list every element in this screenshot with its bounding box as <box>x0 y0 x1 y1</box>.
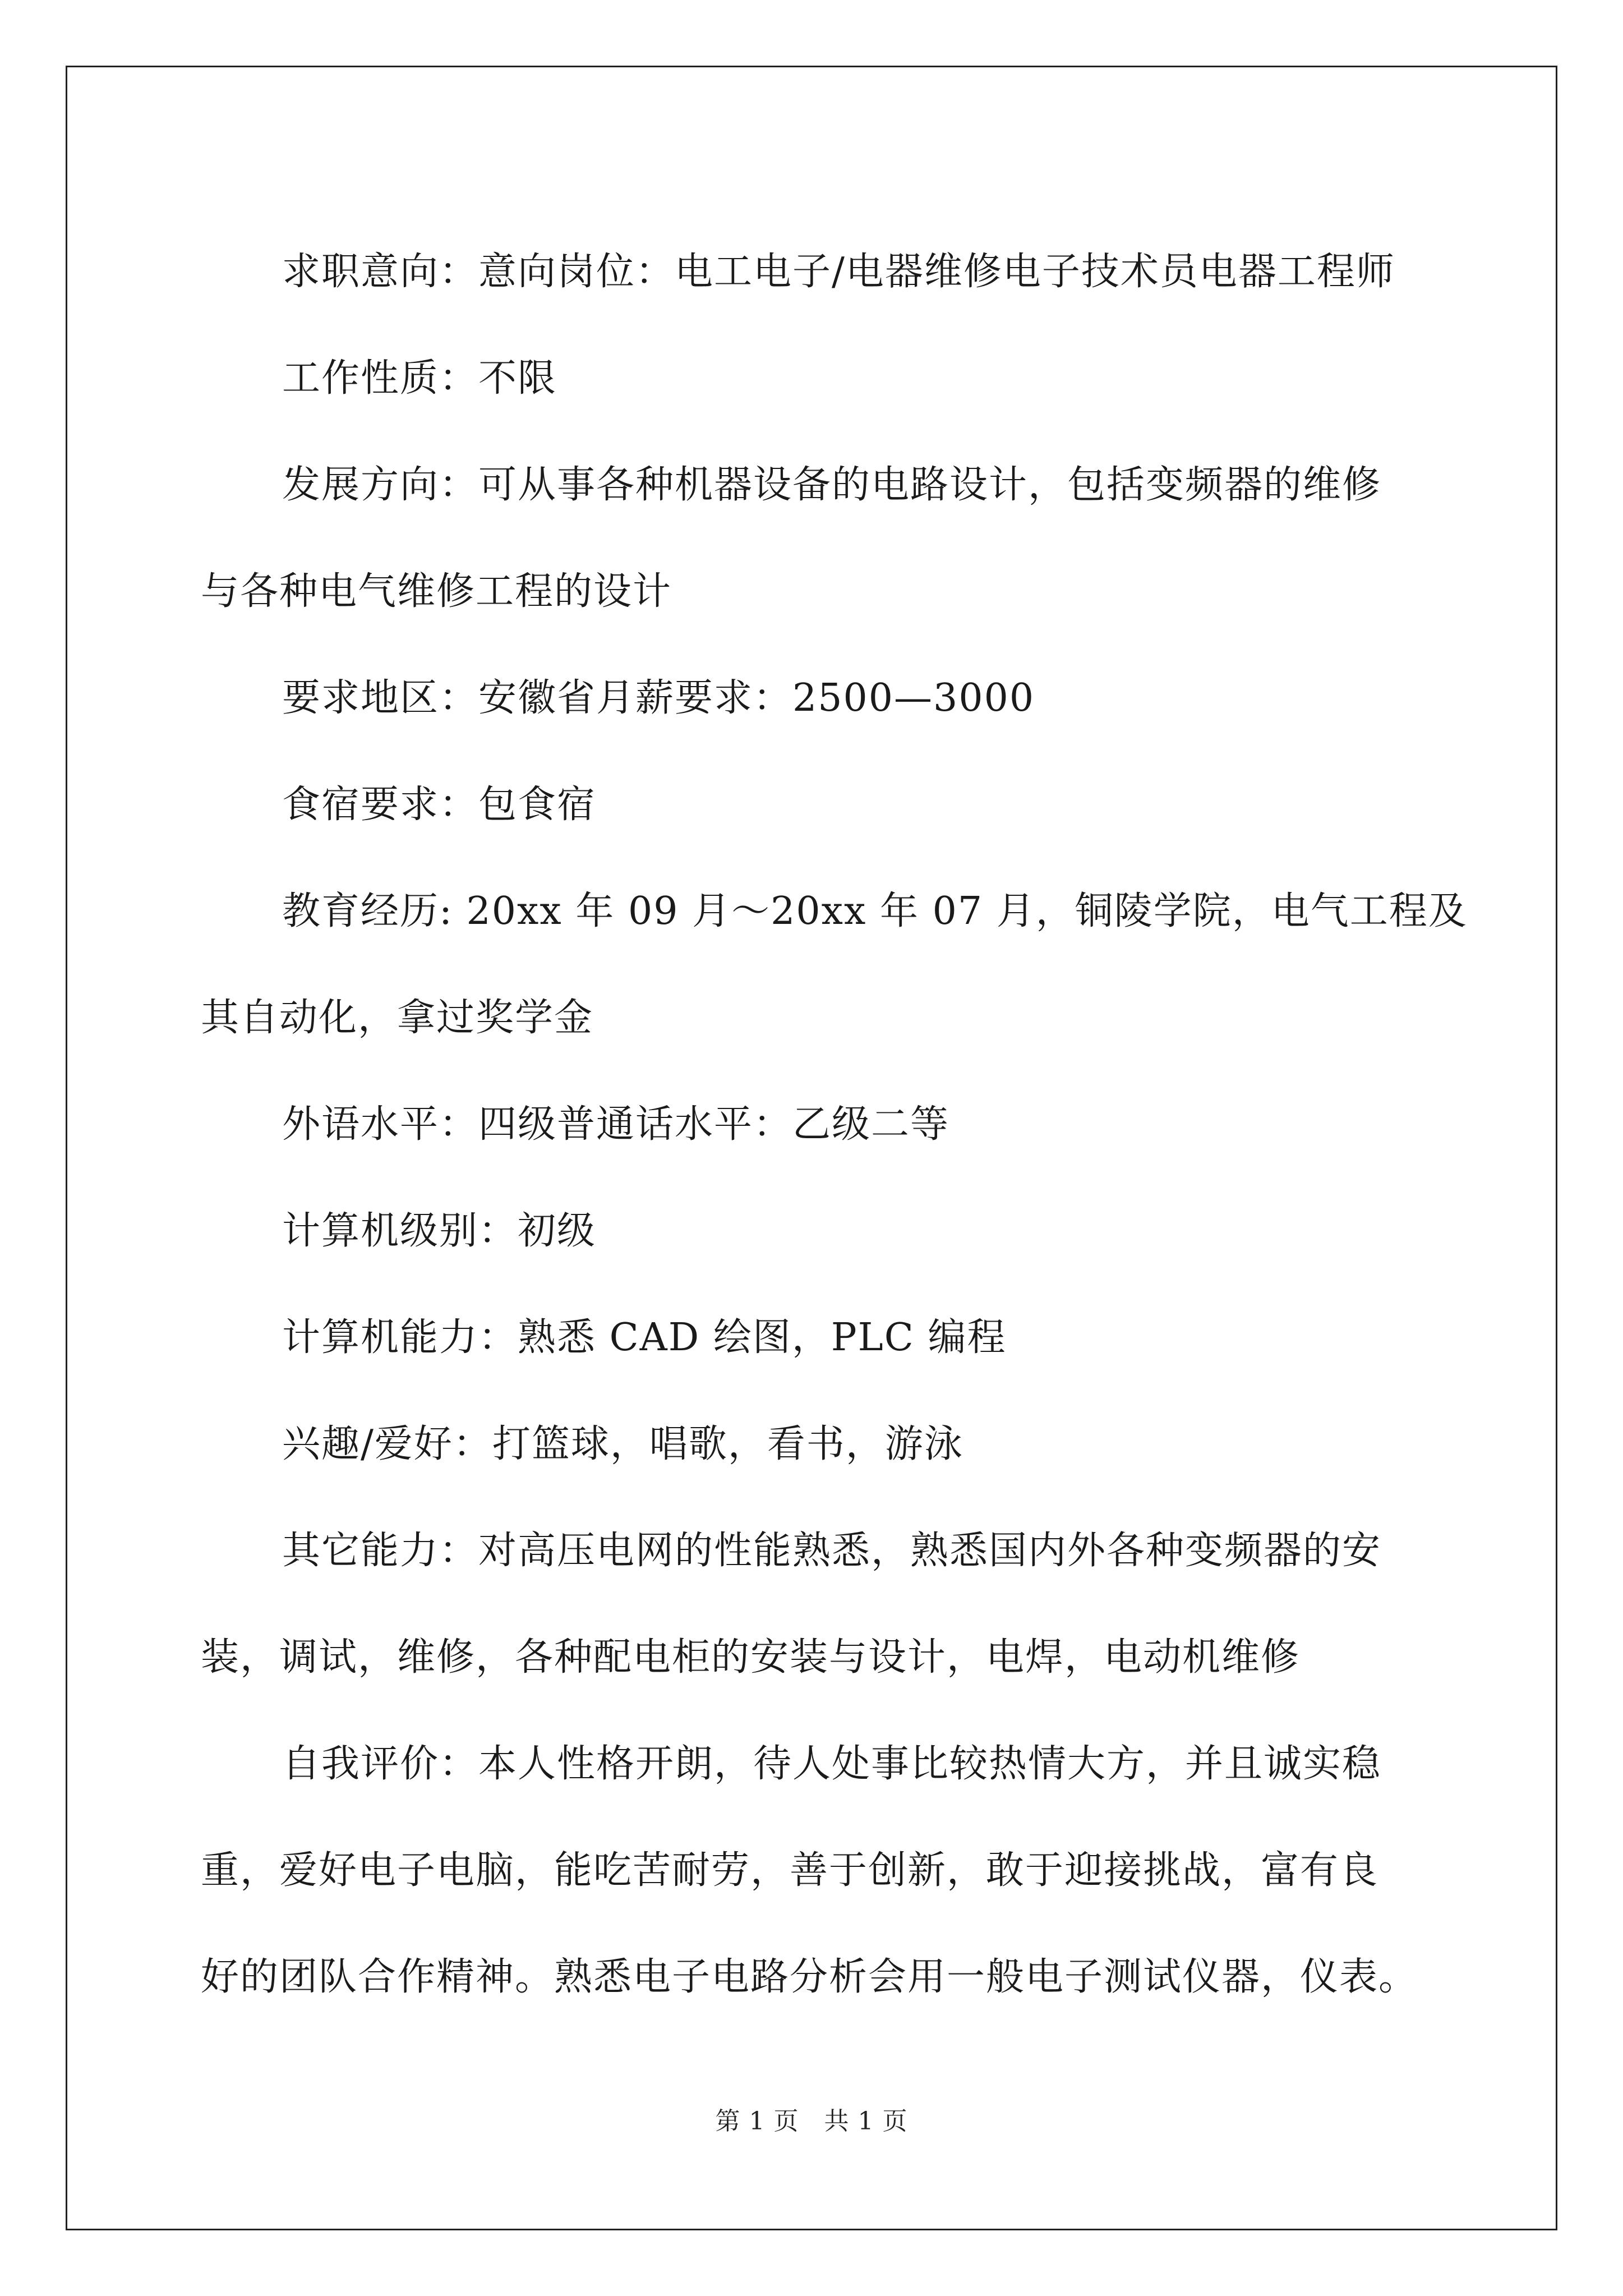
line-language-level: 外语水平：四级普通话水平：乙级二等 <box>282 1102 950 1147</box>
line-other-abilities: 其它能力：对高压电网的性能熟悉，熟悉国内外各种变频器的安 <box>282 1529 1382 1573</box>
line-education: 教育经历: 20xx 年 09 月～20xx 年 07 月，铜陵学院，电气工程及 <box>282 889 1468 933</box>
line-computer-level: 计算机级别：初级 <box>282 1209 597 1253</box>
line-self-evaluation: 自我评价：本人性格开朗，待人处事比较热情大方，并且诚实稳 <box>282 1742 1382 1786</box>
line-computer-skills: 计算机能力：熟悉 CAD 绘图，PLC 编程 <box>282 1315 1007 1360</box>
line-education-cont: 其自动化，拿过奖学金 <box>201 996 594 1040</box>
line-development-direction: 发展方向：可从事各种机器设备的电路设计，包括变频器的维修 <box>282 463 1382 507</box>
line-self-evaluation-cont-1: 重，爱好电子电脑，能吃苦耐劳，善于创新，敢于迎接挑战，富有良 <box>201 1848 1379 1893</box>
page-number-footer: 第 1 页 共 1 页 <box>715 2107 908 2136</box>
line-job-intention: 求职意向：意向岗位：电工电子/电器维修电子技术员电器工程师 <box>282 250 1395 294</box>
line-other-abilities-cont: 装，调试，维修，各种配电柜的安装与设计，电焊，电动机维修 <box>201 1635 1301 1680</box>
line-self-evaluation-cont-2: 好的团队合作精神。熟悉电子电路分析会用一般电子测试仪器，仪表。 <box>201 1955 1418 1999</box>
line-accommodation: 食宿要求：包食宿 <box>282 783 597 827</box>
line-job-type: 工作性质：不限 <box>282 356 557 401</box>
line-hobbies: 兴趣/爱好：打篮球，唱歌，看书，游泳 <box>282 1422 963 1466</box>
line-development-direction-cont: 与各种电气维修工程的设计 <box>201 569 672 614</box>
resume-body <box>201 219 1468 2031</box>
line-region-salary: 要求地区：安徽省月薪要求：2500—3000 <box>282 676 1035 720</box>
